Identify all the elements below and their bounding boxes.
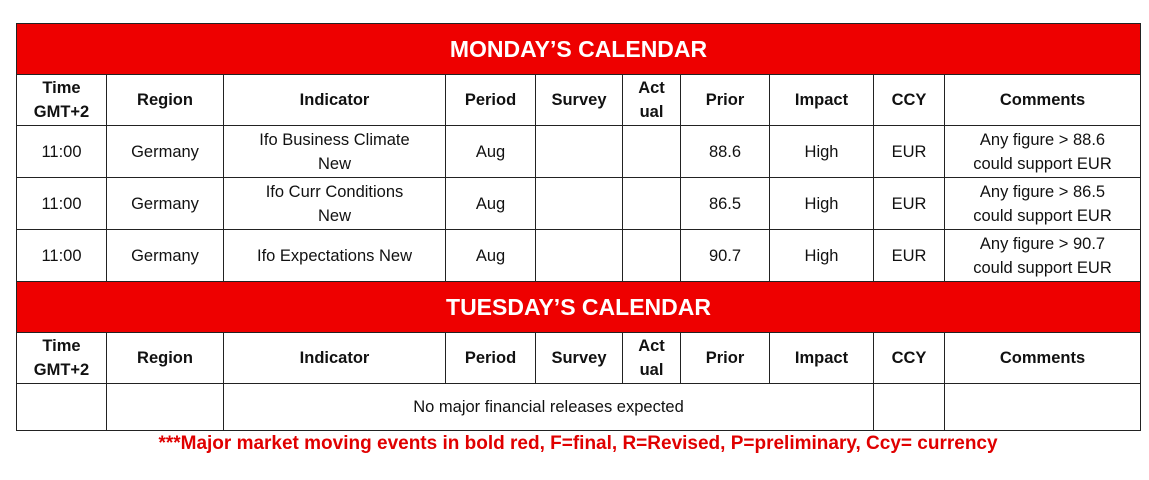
- cell-period: Aug: [446, 230, 536, 282]
- cell-ccy: [874, 384, 945, 431]
- header-ccy: CCY: [874, 75, 945, 126]
- header-ccy: CCY: [874, 333, 945, 384]
- header-comments: Comments: [945, 75, 1141, 126]
- header-survey: Survey: [536, 333, 623, 384]
- cell-region: Germany: [107, 178, 224, 230]
- tuesday-banner-row: [17, 282, 1141, 333]
- header-comments: Comments: [945, 333, 1141, 384]
- header-period: Period: [446, 333, 536, 384]
- header-time: Time GMT+2: [17, 333, 107, 384]
- cell-indicator: Ifo Curr Conditions New: [224, 178, 446, 230]
- cell-indicator: Ifo Expectations New: [224, 230, 446, 282]
- header-period: Period: [446, 75, 536, 126]
- monday-banner-row: [17, 24, 1141, 75]
- header-indicator: Indicator: [224, 333, 446, 384]
- cell-period: Aug: [446, 126, 536, 178]
- cell-actual: [623, 230, 681, 282]
- cell-time: 11:00: [17, 230, 107, 282]
- header-time: Time GMT+2: [17, 75, 107, 126]
- cell-impact: High: [770, 126, 874, 178]
- cell-actual: [623, 126, 681, 178]
- cell-region: Germany: [107, 126, 224, 178]
- table-row: [17, 126, 1141, 178]
- cell-prior: 86.5: [681, 178, 770, 230]
- cell-survey: [536, 178, 623, 230]
- cell-indicator: Ifo Business Climate New: [224, 126, 446, 178]
- cell-impact: High: [770, 230, 874, 282]
- cell-period: Aug: [446, 178, 536, 230]
- cell-time: 11:00: [17, 178, 107, 230]
- cell-actual: [623, 178, 681, 230]
- economic-calendar-table: [16, 23, 1141, 431]
- cell-ccy: EUR: [874, 126, 945, 178]
- header-impact: Impact: [770, 75, 874, 126]
- no-releases-message: No major financial releases expected: [224, 384, 874, 431]
- cell-prior: 88.6: [681, 126, 770, 178]
- tuesday-title: TUESDAY’S CALENDAR: [17, 282, 1141, 333]
- cell-comments: Any figure > 90.7 could support EUR: [945, 230, 1141, 282]
- table-row: [17, 178, 1141, 230]
- monday-title: MONDAY’S CALENDAR: [17, 24, 1141, 75]
- cell-comments: Any figure > 86.5 could support EUR: [945, 178, 1141, 230]
- cell-time: 11:00: [17, 126, 107, 178]
- header-region: Region: [107, 75, 224, 126]
- cell-prior: 90.7: [681, 230, 770, 282]
- cell-region: Germany: [107, 230, 224, 282]
- cell-ccy: EUR: [874, 178, 945, 230]
- header-prior: Prior: [681, 333, 770, 384]
- cell-comments: [945, 384, 1141, 431]
- cell-ccy: EUR: [874, 230, 945, 282]
- header-actual: Act ual: [623, 333, 681, 384]
- cell-region: [107, 384, 224, 431]
- cell-time: [17, 384, 107, 431]
- cell-comments: Any figure > 88.6 could support EUR: [945, 126, 1141, 178]
- cell-survey: [536, 230, 623, 282]
- table-row: [17, 384, 1141, 431]
- header-survey: Survey: [536, 75, 623, 126]
- cell-impact: High: [770, 178, 874, 230]
- header-region: Region: [107, 333, 224, 384]
- footnote: ***Major market moving events in bold red, F=final, R=Revised, P=preliminary, Ccy= currency: [158, 433, 998, 454]
- header-indicator: Indicator: [224, 75, 446, 126]
- monday-header-row: [17, 75, 1141, 126]
- cell-survey: [536, 126, 623, 178]
- table-row: [17, 230, 1141, 282]
- header-actual: Act ual: [623, 75, 681, 126]
- tuesday-header-row: [17, 333, 1141, 384]
- header-prior: Prior: [681, 75, 770, 126]
- header-impact: Impact: [770, 333, 874, 384]
